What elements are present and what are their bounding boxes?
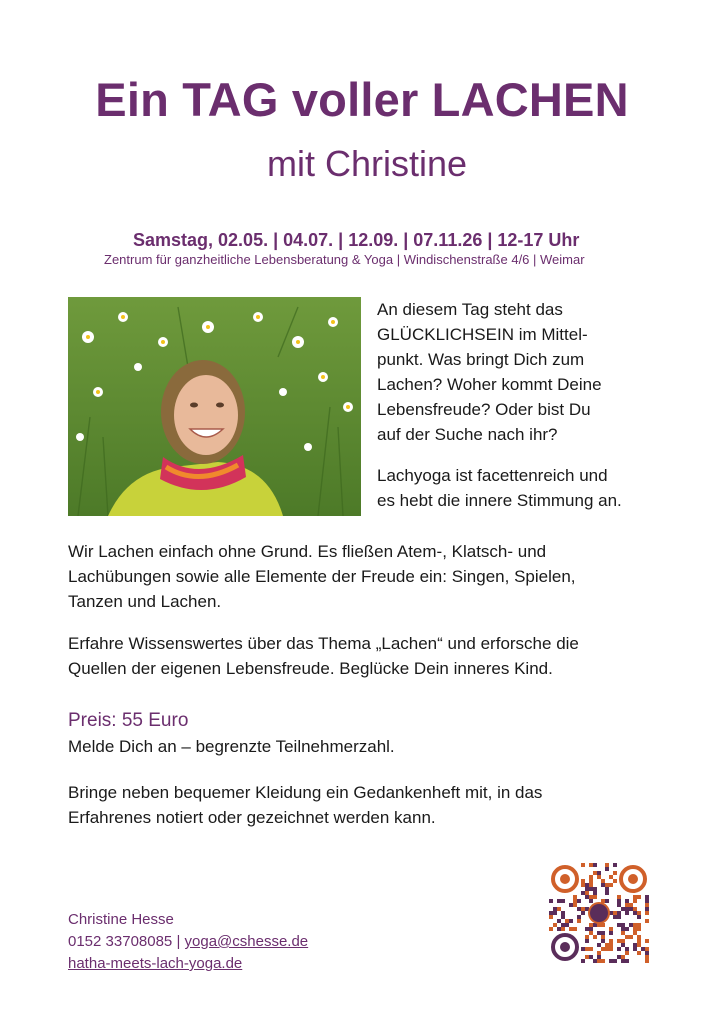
text-line: Lachübungen sowie alle Elemente der Freude ein: Singen, Spielen, bbox=[68, 567, 576, 586]
contact-phone: 0152 33708085 bbox=[68, 933, 173, 950]
text-line: punkt. Was bringt Dich zum bbox=[377, 350, 585, 369]
text-line: es hebt die innere Stimmung an. bbox=[377, 491, 622, 510]
contact-line bbox=[68, 933, 308, 950]
text-line: Lebensfreude? Oder bist Du bbox=[377, 400, 591, 419]
exercises-paragraph bbox=[68, 539, 668, 614]
portrait-photo bbox=[68, 297, 361, 516]
page-subtitle: mit Christine bbox=[266, 143, 468, 184]
text-line: auf der Suche nach ihr? bbox=[377, 425, 558, 444]
page-title: Ein TAG voller LACHEN bbox=[95, 73, 629, 126]
website-link[interactable]: hatha-meets-lach-yoga.de bbox=[68, 955, 243, 972]
text-line: Quellen der eigenen Lebensfreude. Beglücke Dein inneres Kind. bbox=[68, 659, 553, 678]
text-line: Lachen? Woher kommt Deine bbox=[377, 375, 602, 394]
bring-along-paragraph bbox=[68, 780, 668, 830]
registration-note: Melde Dich an – begrenzte Teilnehmerzahl. bbox=[68, 737, 395, 756]
text-line: Erfahrenes notiert oder gezeichnet werden kann. bbox=[68, 808, 436, 827]
lachyoga-paragraph bbox=[377, 463, 677, 513]
text-line: Tanzen und Lachen. bbox=[68, 592, 222, 611]
text-line: GLÜCKLICHSEIN im Mittel- bbox=[377, 325, 588, 344]
intro-paragraph bbox=[377, 297, 677, 447]
event-venue: Zentrum für ganzheitliche Lebensberatung & Yoga | Windischenstraße 4/6 | Weimar bbox=[104, 252, 585, 267]
event-dates: Samstag, 02.05. | 04.07. | 12.09. | 07.11.26 | 12-17 Uhr bbox=[133, 230, 580, 250]
text-line: Lachyoga ist facettenreich und bbox=[377, 466, 608, 485]
text-line: Wir Lachen einfach ohne Grund. Es fließen Atem-, Klatsch- und bbox=[68, 542, 547, 561]
email-link[interactable]: yoga@cshesse.de bbox=[184, 933, 309, 950]
text-line: Bringe neben bequemer Kleidung ein Gedankenheft mit, in das bbox=[68, 783, 543, 802]
text-line: Erfahre Wissenswertes über das Thema „Lachen“ und erforsche die bbox=[68, 634, 579, 653]
qr-code-icon[interactable] bbox=[549, 863, 649, 963]
text-line: An diesem Tag steht das bbox=[377, 300, 563, 319]
contact-name: Christine Hesse bbox=[68, 911, 174, 928]
contact-separator: | bbox=[172, 933, 185, 950]
theme-paragraph bbox=[68, 631, 668, 681]
price: Preis: 55 Euro bbox=[68, 710, 189, 731]
